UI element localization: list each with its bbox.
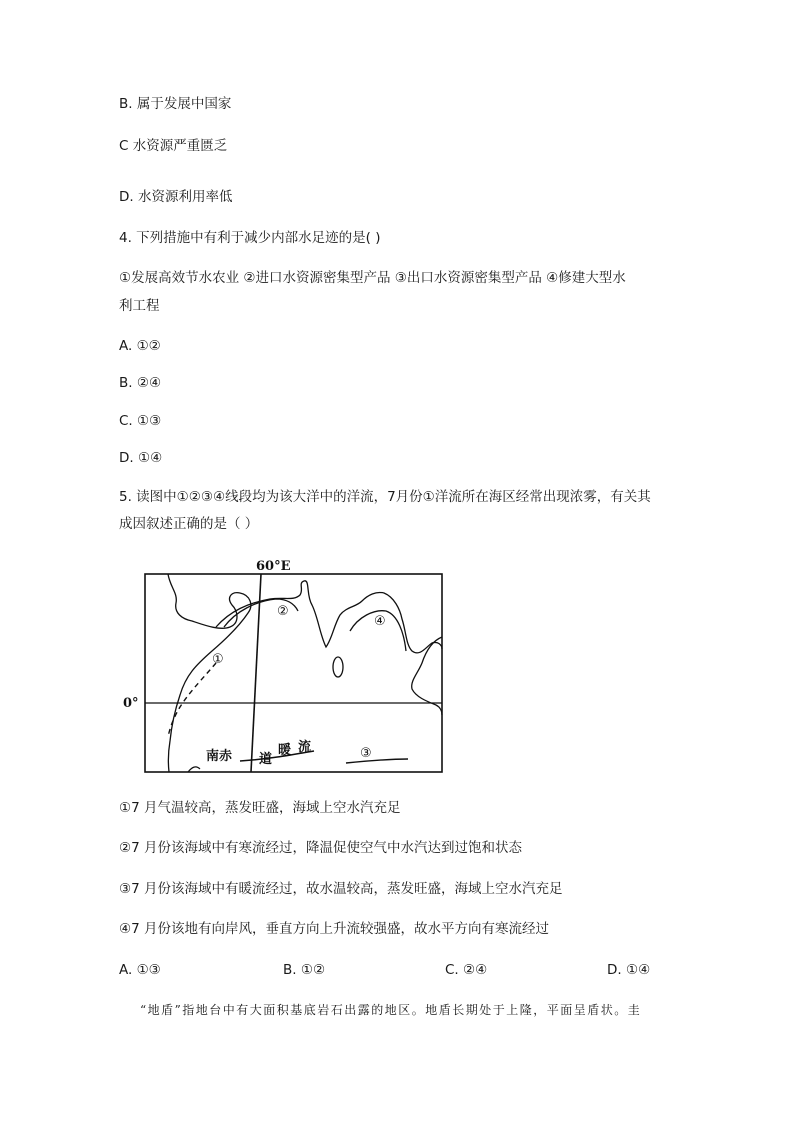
q5-stem-line2: 成因叙述正确的是（ ）	[119, 516, 259, 532]
q3-option-d: D. 水资源利用率低	[119, 189, 233, 205]
q4-option-d: D. ①④	[119, 450, 163, 466]
q5-option-c: C. ②④	[445, 962, 488, 978]
q3-option-c: C 水资源严重匮乏	[119, 138, 228, 154]
q4-measures-line2: 利工程	[119, 298, 160, 314]
sec-label-4: 流	[298, 740, 312, 755]
sec-label-1: 南赤	[206, 749, 233, 764]
next-passage-intro: “地盾”指地台中有大面积基底岩石出露的地区。地盾长期处于上隆，平面呈盾状。圭	[140, 1003, 642, 1017]
current-4-label: ④	[374, 614, 386, 629]
island	[333, 657, 343, 677]
q5-option-a: A. ①③	[119, 962, 161, 978]
q5-statement-3: ③7 月份该海域中有暖流经过，故水温较高，蒸发旺盛，海域上空水汽充足	[119, 881, 563, 897]
q4-option-b: B. ②④	[119, 375, 162, 391]
q5-statement-2: ②7 月份该海域中有寒流经过，降温促使空气中水汽达到过饱和状态	[119, 840, 522, 856]
map-frame	[145, 574, 442, 772]
current-1	[168, 663, 216, 737]
asia-coastline	[216, 581, 442, 653]
sec-label-3: 暖	[278, 743, 292, 758]
q4-stem: 4. 下列措施中有利于减少内部水足迹的是( )	[119, 230, 381, 246]
q5-option-d: D. ①④	[607, 962, 651, 978]
q4-measures-line1: ①发展高效节水农业 ②进口水资源密集型产品 ③出口水资源密集型产品 ④修建大型水	[119, 270, 626, 286]
west-coastline	[168, 574, 251, 772]
current-3-label: ③	[360, 746, 372, 761]
current-3	[346, 759, 408, 763]
q5-option-b: B. ①②	[283, 962, 326, 978]
meridian-label: 60°E	[256, 559, 291, 574]
q4-option-c: C. ①③	[119, 413, 162, 429]
ocean-current-map	[120, 555, 460, 777]
q5-options	[0, 960, 794, 980]
equator-label: 0°	[123, 696, 139, 711]
sec-label-2: 道	[259, 752, 273, 767]
q4-option-a: A. ①②	[119, 338, 161, 354]
current-1-label: ①	[212, 652, 224, 667]
q5-statement-4: ④7 月份该地有向岸风，垂直方向上升流较强盛，故水平方向有寒流经过	[119, 921, 549, 937]
q3-option-b: B. 属于发展中国家	[119, 96, 232, 112]
q5-stem-line1: 5. 读图中①②③④线段均为该大洋中的洋流，7月份①洋流所在海区经常出现浓雾，有关其	[119, 489, 651, 505]
current-2-label: ②	[277, 604, 289, 619]
q5-statement-1: ①7 月气温较高，蒸发旺盛，海域上空水汽充足	[119, 800, 401, 816]
